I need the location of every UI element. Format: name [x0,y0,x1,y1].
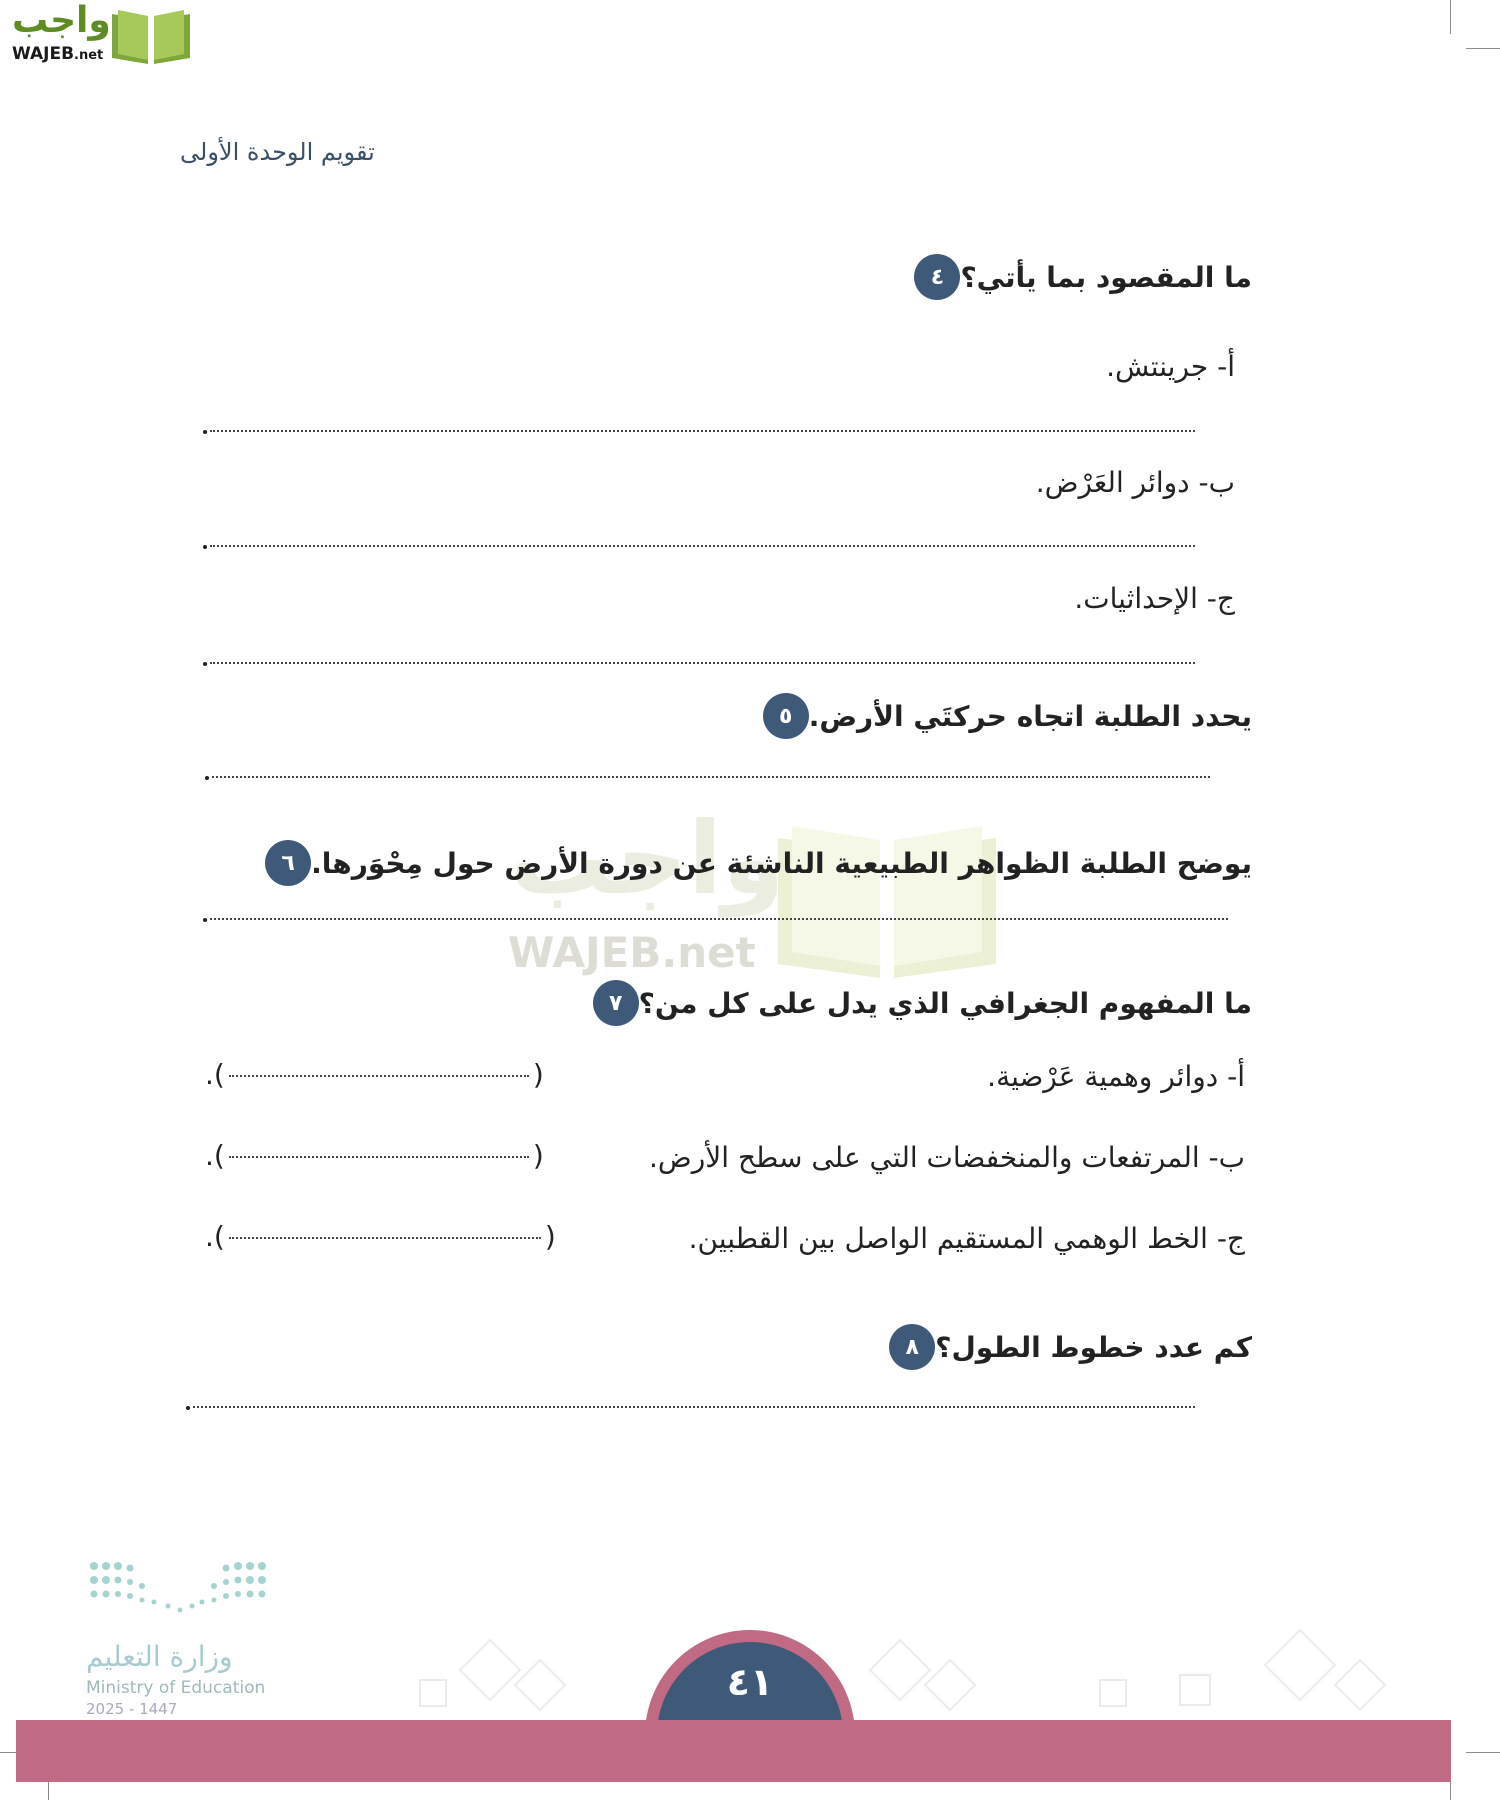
answer-line[interactable] [210,662,1195,664]
question-7 [577,980,1252,1026]
watermark-arabic: واجب [510,800,785,917]
crop-mark [1450,0,1451,34]
q7-item-a: أ- دوائر وهمية عَرْضية. [987,1060,1245,1093]
logo-latin: WAJEB [12,44,75,64]
answer-blank[interactable] [229,1237,541,1239]
answer-blank[interactable] [229,1156,529,1158]
crop-mark [1466,1752,1500,1753]
footer-bar [16,1720,1451,1782]
question-text: يوضح الطلبة الظواهر الطبيعية الناشئة عن دورة الأرض حول مِحْوَرها. [311,846,1252,880]
logo-arabic-text: واجب [12,0,111,41]
answer-line-start [186,1406,190,1410]
page-title: تقويم الوحدة الأولى [180,138,375,166]
logo-latin-text [12,44,103,64]
answer-line-start [203,918,207,922]
book-icon [108,6,194,66]
answer-line-start [205,776,209,780]
ministry-name-arabic: وزارة التعليم [86,1640,233,1673]
ministry-year: 2025 - 1447 [86,1700,178,1718]
question-5 [747,693,1252,739]
question-text: يحدد الطلبة اتجاه حركتَي الأرض. [808,699,1252,733]
ministry-logo-icon [86,1558,272,1620]
q4-item-b: ب- دوائر العَرْض. [1035,466,1235,499]
answer-line[interactable] [210,430,1195,432]
page-number: ٤١ [726,1660,774,1704]
q7-item-c: ج- الخط الوهمي المستقيم الواصل بين القطبين. [688,1222,1245,1255]
question-8 [873,1324,1252,1370]
question-text: ما المقصود بما يأتي؟ [960,260,1252,294]
q7-answer-a[interactable]: .( ) [205,1058,544,1091]
answer-line[interactable] [212,776,1210,778]
question-number-badge: ٧ [593,980,639,1026]
q4-item-a: أ- جرينتش. [1106,350,1235,383]
wajeb-logo[interactable] [8,0,194,66]
question-number-badge: ٤ [914,254,960,300]
q7-item-b: ب- المرتفعات والمنخفضات التي على سطح الأرض. [649,1141,1245,1174]
ministry-name-english: Ministry of Education [86,1678,266,1698]
q7-answer-b[interactable]: .( ) [205,1139,544,1172]
footer-pattern [400,1620,1460,1720]
answer-line[interactable] [210,545,1195,547]
answer-blank[interactable] [229,1075,529,1077]
answer-line[interactable] [193,1406,1195,1408]
watermark-latin: WAJEB.net [508,928,756,977]
question-number-badge: ٦ [265,840,311,886]
answer-line-start [203,545,207,549]
question-number-badge: ٨ [889,1324,935,1370]
q4-item-c: ج- الإحداثيات. [1074,582,1235,615]
question-4 [898,254,1252,300]
question-text: ما المفهوم الجغرافي الذي يدل على كل من؟ [638,986,1252,1020]
answer-line-start [203,662,207,666]
question-text: كم عدد خطوط الطول؟ [935,1330,1252,1364]
answer-line-start [203,430,207,434]
question-number-badge: ٥ [763,693,809,739]
q7-answer-c[interactable]: .( ) [205,1220,556,1253]
question-6 [249,840,1252,886]
answer-line[interactable] [210,918,1228,920]
logo-suffix: .net [74,48,104,63]
crop-mark [1466,48,1500,49]
